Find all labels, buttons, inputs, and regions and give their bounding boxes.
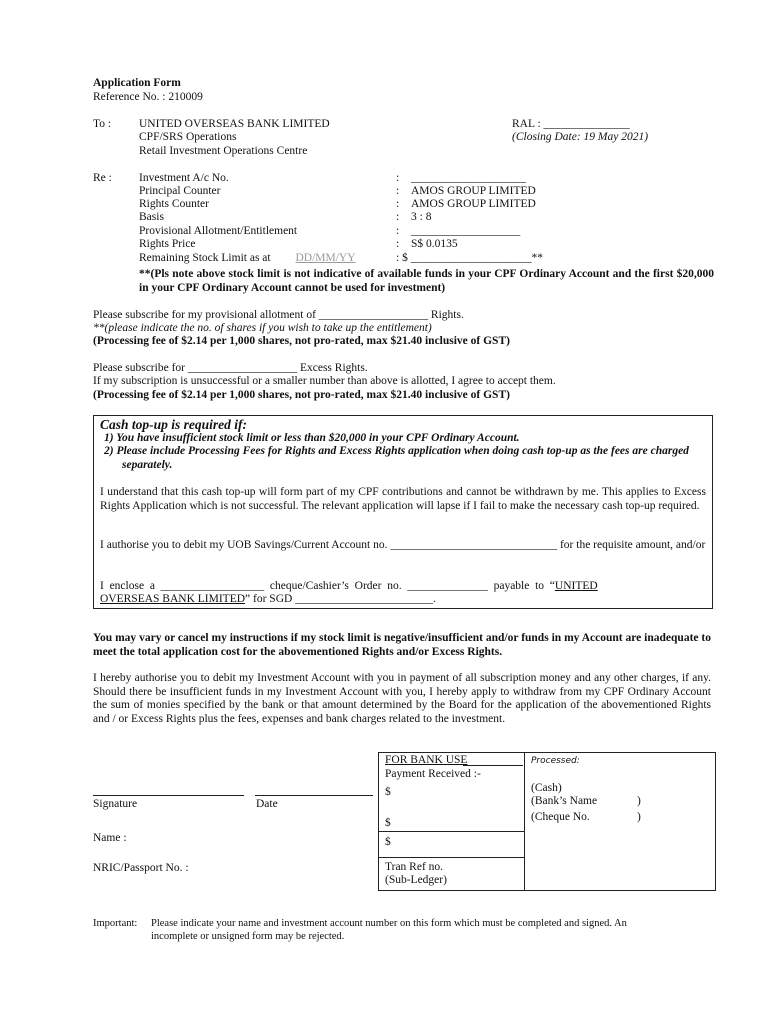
subscribe-rights-fee: (Processing fee of $2.14 per 1,000 shares, not pro-rated, max $21.40 inclusive of GST) — [93, 335, 510, 347]
stock-limit-date-field[interactable]: DD/MM/YY — [295, 252, 356, 264]
cheque-payee-2: OVERSEAS BANK LIMITED — [100, 593, 246, 605]
cheque-no-close: ) — [637, 811, 641, 823]
bank-use-rule-1 — [379, 831, 524, 832]
re-label-rights: Rights Counter — [139, 198, 209, 210]
re-label-account: Investment A/c No. — [139, 172, 229, 184]
cash-topup-box — [93, 415, 713, 609]
allotment-field[interactable]: ___________________ — [411, 225, 521, 237]
name-label: Name : — [93, 832, 127, 844]
bank-use-title: FOR BANK USE — [385, 754, 468, 766]
important-label: Important: — [93, 918, 138, 929]
subscribe-excess-accept: If my subscription is unsuccessful or a smaller number than above is allotted, I agree to accept them. — [93, 375, 556, 387]
payment-dollar-3: $ — [385, 836, 391, 848]
re-sep: : — [396, 185, 400, 197]
cheque-enclose-post: ” for SGD ________________________. — [245, 593, 437, 605]
important-text-2: incomplete or unsigned form may be rejected. — [151, 931, 345, 942]
bank-use-box — [378, 752, 716, 891]
important-text-1: Please indicate your name and investment account number on this form which must be completed and signed. An — [151, 918, 627, 929]
bank-name-label: (Bank’s Name — [531, 795, 598, 807]
cash-topup-item-2: 2) Please include Processing Fees for Rights and Excess Rights application when doing cash top-up as the fees are charged separately. — [104, 445, 689, 471]
signature-line[interactable] — [93, 795, 244, 796]
closing-date: (Closing Date: 19 May 2021) — [512, 131, 649, 143]
stock-limit-field[interactable]: : $ _____________________** — [396, 252, 543, 264]
signature-label: Signature — [93, 798, 138, 810]
re-sep: : — [396, 211, 400, 223]
bank-use-divider — [524, 753, 525, 890]
to-line-2: CPF/SRS Operations — [139, 131, 237, 143]
cheque-payee-1: UNITED — [554, 580, 598, 592]
re-label-principal: Principal Counter — [139, 185, 221, 197]
re-label: Re : — [93, 172, 112, 184]
re-sep: : — [396, 238, 400, 250]
payment-dollar-2: $ — [385, 817, 391, 829]
to-line-3: Retail Investment Operations Centre — [139, 145, 308, 157]
investment-account-field[interactable]: ____________________ — [411, 172, 526, 184]
cash-topup-item-1: 1) You have insufficient stock limit or less than $20,000 in your CPF Ordinary Account. — [104, 432, 520, 444]
bank-use-rule-2 — [379, 857, 524, 858]
re-label-allotment: Provisional Allotment/Entitlement — [139, 225, 298, 237]
stock-limit-note: **(Pls note above stock limit is not indicative of available funds in your CPF Ordinary Account and the first $20,000 in your CPF Ordinary Account cannot be used for investment) — [139, 268, 714, 294]
date-label: Date — [256, 798, 278, 810]
re-sep: : — [396, 198, 400, 210]
payment-received-label: Payment Received :- — [385, 768, 481, 780]
cash-topup-understand: I understand that this cash top-up will form part of my CPF contributions and cannot be withdrawn by me. This applies to Excess Rights Application which is not successful. The relevant application will lapse if I fail to make the necessary cash top-up required. — [100, 486, 706, 512]
principal-counter-value: AMOS GROUP LIMITED — [411, 185, 536, 197]
re-sep: : — [396, 172, 400, 184]
cash-label: (Cash) — [531, 782, 562, 794]
rights-price-value: S$ 0.0135 — [411, 238, 458, 250]
cheque-no-label: (Cheque No. — [531, 811, 590, 823]
payment-dollar-1: $ — [385, 786, 391, 798]
stock-limit-label — [139, 252, 370, 266]
form-title: Application Form — [93, 77, 181, 89]
vary-instructions: You may vary or cancel my instructions if my stock limit is negative/insufficient and/or funds in my Account are inadequate to meet the total application cost for the abovementioned Rights and/or Excess Rights. — [93, 632, 711, 658]
cheque-enclose-line-2[interactable] — [100, 593, 436, 607]
reference-number: Reference No. : 210009 — [93, 91, 203, 103]
bank-name-close: ) — [637, 795, 641, 807]
to-line-1: UNITED OVERSEAS BANK LIMITED — [139, 118, 330, 130]
cash-topup-heading: Cash top-up is required if: — [100, 417, 248, 432]
subscribe-excess-fee: (Processing fee of $2.14 per 1,000 shares, not pro-rated, max $21.40 inclusive of GST) — [93, 389, 510, 401]
nric-label: NRIC/Passport No. : — [93, 862, 189, 874]
cheque-enclose-field[interactable] — [100, 580, 706, 594]
date-line[interactable] — [255, 795, 373, 796]
cheque-enclose-pre: I enclose a __________________ cheque/Cashier’s Order no. ______________ payable to “ — [100, 580, 555, 592]
to-label: To : — [93, 118, 112, 130]
processed-label: Processed: — [531, 756, 580, 766]
sub-ledger-label: (Sub-Ledger) — [385, 874, 447, 886]
uob-account-field[interactable]: I authorise you to debit my UOB Savings/Current Account no. _____________________________ for the requisite amount, and/or — [100, 539, 706, 551]
ral-field[interactable]: RAL : _______________ — [512, 118, 630, 130]
rights-counter-value: AMOS GROUP LIMITED — [411, 198, 536, 210]
bank-use-title-rule — [463, 765, 523, 766]
authorise-debit-paragraph: I hereby authorise you to debit my Investment Account with you in payment of all subscription money and any other charges, if any. Should there be insufficient funds in my Investment Account with you, I hereby apply to withdraw from my CPF Ordinary Account the sum of monies specified by the bank or that amount determined by the Board for the application of the abovementioned Rights and / or Excess Rights plus the fees, expenses and bank charges related to the investment. — [93, 672, 711, 725]
subscribe-excess-line[interactable]: Please subscribe for ___________________ Excess Rights. — [93, 362, 368, 374]
tran-ref-label: Tran Ref no. — [385, 861, 444, 873]
subscribe-rights-line[interactable]: Please subscribe for my provisional allotment of ___________________ Rights. — [93, 309, 464, 321]
subscribe-rights-hint: **(please indicate the no. of shares if you wish to take up the entitlement) — [93, 322, 432, 334]
re-sep: : — [396, 225, 400, 237]
re-label-price: Rights Price — [139, 238, 196, 250]
basis-value: 3 : 8 — [411, 211, 432, 223]
re-label-basis: Basis — [139, 211, 164, 223]
stock-limit-label-text: Remaining Stock Limit as at — [139, 252, 271, 264]
